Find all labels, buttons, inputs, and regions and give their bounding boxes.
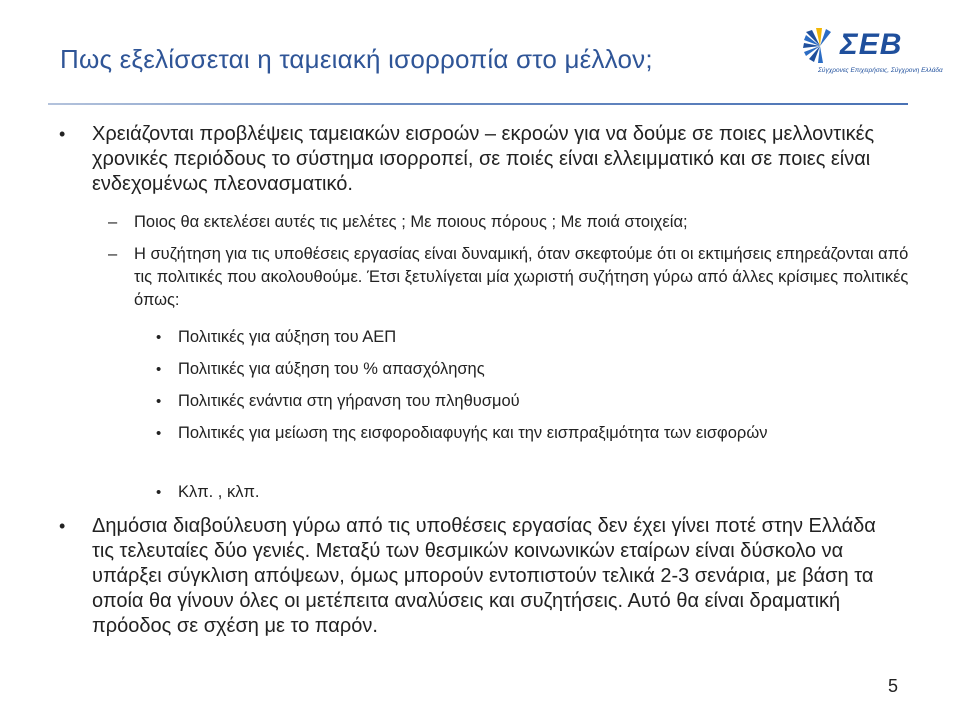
- policy-item: • Πολιτικές για αύξηση του % απασχόλησης: [178, 358, 898, 381]
- policy-item: • Πολιτικές για μείωση της εισφοροδιαφυγής και την εισπραξιμότητα των εισφορών: [178, 422, 898, 445]
- bullet-consultation: • Δημόσια διαβούλευση γύρω από τις υποθέσεις εργασίας δεν έχει γίνει ποτέ στην Ελλάδα τις τελευταίες δύο γενιές. Μεταξύ των θεσμικών κοινωνικών εταίρων είναι δύσκολο να υπάρξει σύγκλιση απόψεων, όμως μπορούν εντοπιστούν τελικά 2-3 σενάρια, με βάση τα οποία θα γίνουν όλες οι μετέπειτα αναλύσεις και συζητήσεις. Αυτό θα είναι δραματική πρόοδος σε σχέση με το παρόν.: [92, 514, 892, 639]
- sub-bullet-assumptions: – Η συζήτηση για τις υποθέσεις εργασίας είναι δυναμική, όταν σκεφτούμε ότι οι εκτιμήσεις επηρεάζονται από τις πολιτικές που ακολουθούμε. Έτσι ξετυλίγεται μία χωριστή συζήτηση γύρω από άλλες κρίσιμες πολιτικές όπως:: [134, 243, 914, 312]
- sub-bullet-studies: – Ποιος θα εκτελέσει αυτές τις μελέτες ; Με ποιους πόρους ; Με ποιά στοιχεία;: [134, 211, 914, 234]
- page-number: 5: [888, 676, 899, 696]
- slide-title: Πως εξελίσσεται η ταμειακή ισορροπία στο μέλλον;: [60, 44, 653, 74]
- bullet-forecasts: • Χρειάζονται προβλέψεις ταμειακών εισροών – εκροών για να δούμε σε ποιες μελλοντικές χρονικές περιόδους το σύστημα ισορροπεί, σε ποιές είναι ελλειμματικό και σε ποιες είναι ενδεχομένως πλεονασματικό.: [92, 122, 892, 197]
- policy-item: • Κλπ. , κλπ.: [178, 481, 898, 504]
- policy-item: • Πολιτικές για αύξηση του ΑΕΠ: [178, 326, 898, 349]
- policy-item: • Πολιτικές ενάντια στη γήρανση του πληθυσμού: [178, 390, 898, 413]
- seb-logo-text: ΣΕΒ: [840, 28, 903, 61]
- seb-logo-tagline: Σύγχρονες Επιχειρήσεις, Σύγχρονη Ελλάδα: [818, 67, 943, 74]
